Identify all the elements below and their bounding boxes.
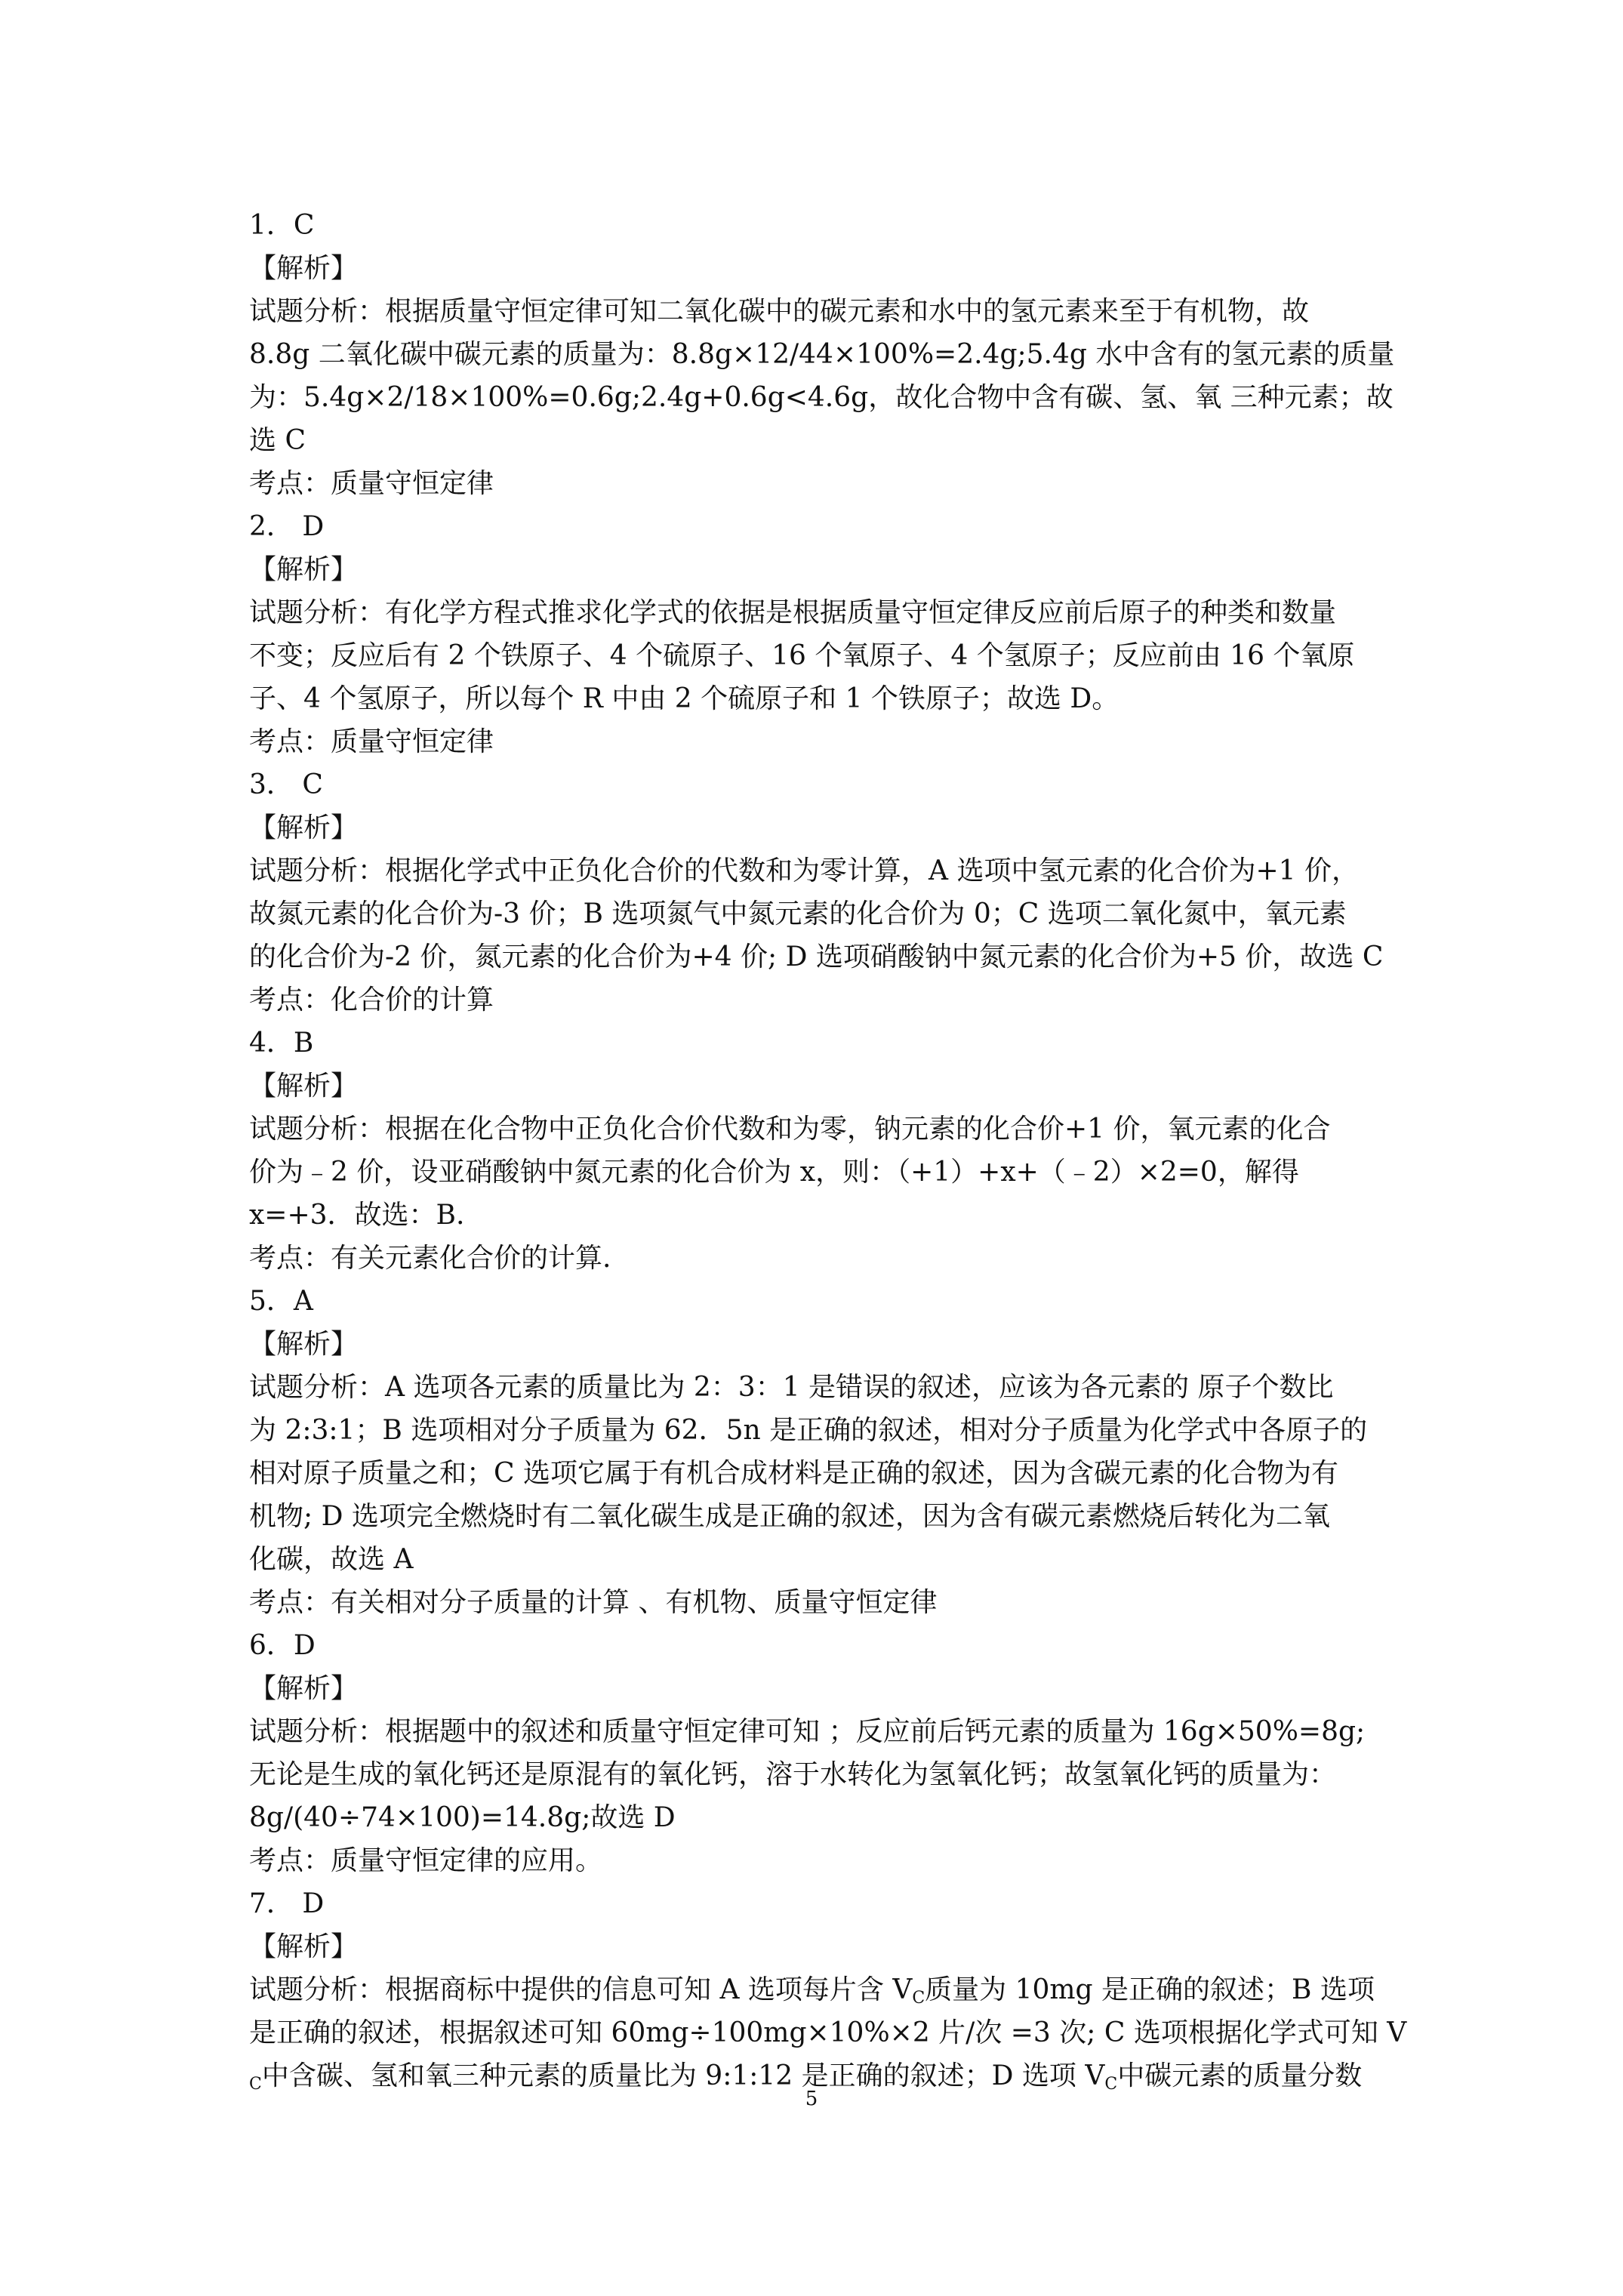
analysis-3-line-3: 的化合价为-2 价，氮元素的化合价为+4 价; D 选项硝酸钠中氮元素的化合价为+5 价，故选 C (249, 942, 1384, 972)
answer-2: 2． D (249, 511, 325, 542)
analysis-3-line-2: 故氮元素的化合价为-3 价；B 选项氮气中氮元素的化合价为 0；C 选项二氧化氮中，氧元素 (249, 898, 1347, 929)
analysis-1-line-4: 选 C (249, 425, 306, 456)
analysis-5-line-2: 为 2:3:1；B 选项相对分子质量为 62．5n 是正确的叙述，相对分子质量为化学式中各原子的 (249, 1415, 1368, 1446)
page-number: 5 (805, 2088, 818, 2110)
analysis-6-line-3: 8g/(40÷74×100)=14.8g;故选 D (249, 1802, 676, 1833)
analysis-7-line-3-b: 中碳元素的质量分数 (1117, 2060, 1363, 2091)
analysis-7-line-3-a: 中含碳、氢和氧三种元素的质量比为 9:1:12 是正确的叙述；D 选项 V (261, 2060, 1105, 2091)
analysis-1-line-1: 试题分析：根据质量守恒定律可知二氧化碳中的碳元素和水中的氢元素来至于有机物，故 (249, 296, 1310, 327)
analysis-1-line-2: 8.8g 二氧化碳中碳元素的质量为：8.8g×12/44×100%=2.4g;5.4g 水中含有的氢元素的质量 (249, 339, 1395, 370)
analysis-label-5: 【解析】 (249, 1329, 359, 1360)
analysis-5-line-1: 试题分析：A 选项各元素的质量比为 2：3：1 是错误的叙述，应该为各元素的 原子个数比 (249, 1372, 1334, 1403)
analysis-label-7: 【解析】 (249, 1931, 359, 1962)
analysis-6-line-1: 试题分析：根据题中的叙述和质量守恒定律可知 ；反应前后钙元素的质量为 16g×50%=8g; (249, 1716, 1366, 1747)
knowledge-point-4: 考点：有关元素化合价的计算. (249, 1243, 611, 1274)
answer-3: 3． C (249, 769, 323, 800)
analysis-label-6: 【解析】 (249, 1673, 359, 1704)
analysis-7-line-1 (249, 1968, 1397, 2011)
analysis-label-3: 【解析】 (249, 812, 359, 843)
analysis-7-line-2 (249, 2011, 1407, 2054)
knowledge-point-2: 考点：质量守恒定律 (249, 726, 494, 757)
answer-7: 7． D (249, 1888, 325, 1919)
analysis-4-line-2: 价为﹣2 价，设亚硝酸钠中氮元素的化合价为 x，则：（+1）+x+（﹣2）×2=0，解得 (249, 1157, 1299, 1188)
analysis-6-line-2: 无论是生成的氧化钙还是原混有的氧化钙，溶于水转化为氢氧化钙；故氢氧化钙的质量为： (249, 1759, 1337, 1790)
analysis-2-line-1: 试题分析：有化学方程式推求化学式的依据是根据质量守恒定律反应前后原子的种类和数量 (249, 597, 1337, 628)
knowledge-point-3: 考点：化合价的计算 (249, 985, 494, 1015)
knowledge-point-1: 考点：质量守恒定律 (249, 468, 494, 499)
answer-content (249, 204, 1407, 2097)
analysis-label-1: 【解析】 (249, 253, 359, 284)
answer-1: 1．C (249, 210, 315, 241)
analysis-7-line-2-a: 是正确的叙述，根据叙述可知 60mg÷100mg×10%×2 片/次 =3 次; C 选项根据化学式可知 V (249, 2017, 1407, 2048)
knowledge-point-5: 考点：有关相对分子质量的计算 、有机物、质量守恒定律 (249, 1587, 938, 1618)
analysis-2-line-2: 不变；反应后有 2 个铁原子、4 个硫原子、16 个氧原子、4 个氢原子；反应前由 16 个氧原 (249, 640, 1355, 671)
vitamin-c-subscript: C (1104, 2075, 1118, 2094)
vitamin-c-subscript: C (249, 2075, 262, 2094)
answer-4: 4．B (249, 1028, 314, 1059)
analysis-5-line-5: 化碳，故选 A (249, 1544, 414, 1575)
answer-6: 6．D (249, 1630, 316, 1661)
analysis-4-line-1: 试题分析：根据在化合物中正负化合价代数和为零，钠元素的化合价+1 价，氧元素的化合 (249, 1114, 1331, 1145)
analysis-label-4: 【解析】 (249, 1071, 359, 1102)
analysis-5-line-4: 机物; D 选项完全燃烧时有二氧化碳生成是正确的叙述，因为含有碳元素燃烧后转化为二氧 (249, 1501, 1330, 1532)
analysis-1-line-3: 为：5.4g×2/18×100%=0.6g;2.4g+0.6g<4.6g，故化合物中含有碳、氢、氧 三种元素；故 (249, 382, 1394, 413)
knowledge-point-6: 考点：质量守恒定律的应用。 (249, 1845, 603, 1876)
analysis-3-line-1: 试题分析：根据化学式中正负化合价的代数和为零计算，A 选项中氢元素的化合价为+1 价， (249, 855, 1359, 886)
answer-5: 5．A (249, 1286, 313, 1317)
analysis-7-line-1-b: 质量为 10mg 是正确的叙述；B 选项 (925, 1974, 1375, 2005)
vitamin-c-subscript: C (912, 1989, 925, 2008)
analysis-label-2: 【解析】 (249, 554, 359, 585)
analysis-5-line-3: 相对原子质量之和；C 选项它属于有机合成材料是正确的叙述，因为含碳元素的化合物为有 (249, 1458, 1338, 1489)
analysis-7-line-1-a: 试题分析：根据商标中提供的信息可知 A 选项每片含 V (249, 1974, 913, 2005)
analysis-2-line-3: 子、4 个氢原子，所以每个 R 中由 2 个硫原子和 1 个铁原子；故选 D。 (249, 683, 1119, 714)
analysis-4-line-3: x=+3．故选：B. (249, 1200, 465, 1231)
